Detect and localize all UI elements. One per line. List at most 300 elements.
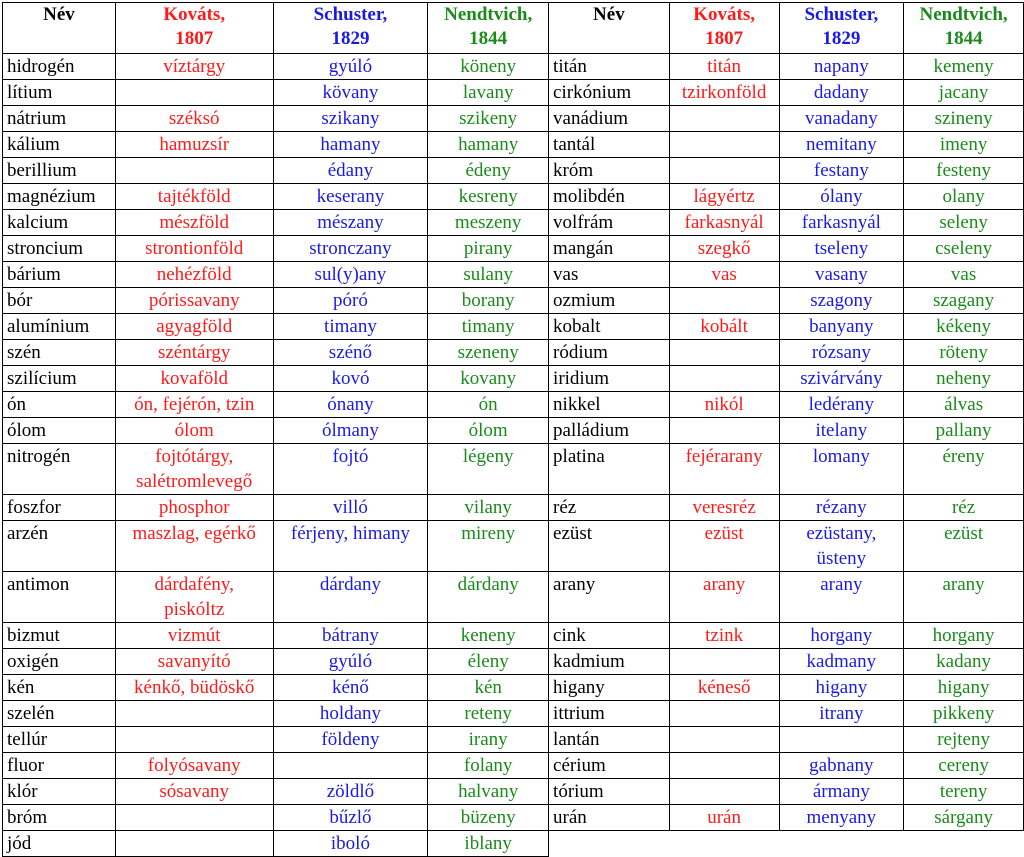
kovats-term-cell [669, 314, 779, 340]
schuster-term-cell [273, 366, 428, 392]
kovats-term-cell [669, 727, 779, 753]
element-name-cell: molibdén [549, 184, 670, 210]
element-name-cell: cérium [549, 753, 670, 779]
element-name-cell: ólom [3, 418, 116, 444]
term-text: piskóltz [164, 599, 225, 620]
kovats-term-cell [115, 727, 273, 753]
schuster-term-cell [273, 314, 428, 340]
element-name-cell: magnézium [3, 184, 116, 210]
table-row [3, 262, 1024, 288]
table-row [3, 727, 1024, 753]
nendtvich-term-cell [904, 779, 1024, 805]
element-name-cell: oxigén [3, 649, 116, 675]
term-text: iblany [464, 833, 512, 854]
element-name-cell: bizmut [3, 623, 116, 649]
schuster-term-cell [273, 132, 428, 158]
nendtvich-term-cell [904, 106, 1024, 132]
table-row [3, 623, 1024, 649]
nendtvich-term-cell [428, 314, 549, 340]
term-text: köneny [460, 56, 517, 77]
element-name-cell: berillium [3, 158, 116, 184]
term-text: tereny [939, 781, 988, 802]
nendtvich-term-cell [428, 418, 549, 444]
term-text: fojtó [332, 446, 369, 467]
schuster-term-cell [273, 236, 428, 262]
kovats-term-cell [669, 444, 779, 495]
schuster-term-cell [273, 184, 428, 210]
term-text: salétromlevegő [136, 471, 253, 492]
nendtvich-term-cell [428, 184, 549, 210]
term-text: maszlag, egérkő [132, 523, 256, 544]
nendtvich-term-cell [428, 495, 549, 521]
term-text: festany [813, 160, 869, 181]
kovats-term-cell [669, 132, 779, 158]
kovats-term-cell [115, 210, 273, 236]
kovats-term-cell [115, 80, 273, 106]
schuster-term-cell [779, 80, 904, 106]
term-text: pikkeny [932, 703, 995, 724]
kovats-term-cell [669, 392, 779, 418]
term-text: szénő [328, 342, 373, 363]
element-name-cell: cirkónium [549, 80, 670, 106]
element-name-cell: mangán [549, 236, 670, 262]
nendtvich-term-cell [428, 779, 549, 805]
kovats-term-cell [115, 649, 273, 675]
nendtvich-term-cell [904, 366, 1024, 392]
term-text: kovany [460, 368, 517, 389]
kovats-term-cell [669, 521, 779, 572]
term-text: lomany [812, 446, 870, 467]
term-text: édany [327, 160, 374, 181]
element-name-cell: ozmium [549, 288, 670, 314]
header-schuster-left: Schuster, 1829 [273, 3, 428, 54]
element-name-cell: kén [3, 675, 116, 701]
element-name-cell: hidrogén [3, 54, 116, 80]
nendtvich-term-cell [904, 495, 1024, 521]
term-text: arany [703, 574, 746, 595]
term-text: farkasnyál [801, 212, 881, 233]
term-text: szagony [810, 290, 873, 311]
kovats-term-cell [669, 80, 779, 106]
term-text: kén [474, 677, 502, 698]
nendtvich-term-cell [904, 262, 1024, 288]
element-name-cell: antimon [3, 572, 116, 623]
nendtvich-term-cell [904, 184, 1024, 210]
term-text: timany [324, 316, 377, 337]
term-text: cseleny [935, 238, 993, 259]
kovats-term-cell [115, 132, 273, 158]
term-text: vilany [464, 497, 512, 518]
term-text: szikany [321, 108, 380, 129]
nendtvich-term-cell [904, 418, 1024, 444]
schuster-term-cell [779, 649, 904, 675]
term-text: sul(y)any [314, 264, 387, 285]
table-row [3, 495, 1024, 521]
schuster-term-cell [779, 158, 904, 184]
table-row [3, 444, 1024, 495]
term-text: festeny [936, 160, 992, 181]
schuster-term-cell [273, 805, 428, 831]
term-text: kéneső [697, 677, 751, 698]
kovats-term-cell [115, 805, 273, 831]
nendtvich-term-cell [428, 80, 549, 106]
schuster-term-cell [273, 210, 428, 236]
kovats-term-cell [115, 366, 273, 392]
term-text: ólom [174, 420, 214, 441]
schuster-term-cell [273, 262, 428, 288]
term-text: szineny [934, 108, 993, 129]
element-name-cell: fluor [3, 753, 116, 779]
nendtvich-term-cell [428, 262, 549, 288]
term-text: kövany [322, 82, 379, 103]
schuster-term-cell [779, 805, 904, 831]
kovats-term-cell [669, 210, 779, 236]
element-name-cell: tantál [549, 132, 670, 158]
table-row [3, 340, 1024, 366]
element-name-cell: króm [549, 158, 670, 184]
nendtvich-term-cell [428, 521, 549, 572]
schuster-term-cell [779, 236, 904, 262]
schuster-term-cell [273, 831, 428, 857]
schuster-term-cell [273, 779, 428, 805]
term-text: keserany [316, 186, 385, 207]
kovats-term-cell [669, 54, 779, 80]
kovats-term-cell [115, 314, 273, 340]
table-row [3, 572, 1024, 623]
element-name-cell: nátrium [3, 106, 116, 132]
kovats-term-cell [669, 340, 779, 366]
element-name-cell: titán [549, 54, 670, 80]
term-text: horgany [932, 625, 995, 646]
element-name-cell: arzén [3, 521, 116, 572]
term-text: ezüstany, [806, 523, 877, 544]
nendtvich-term-cell [428, 54, 549, 80]
kovats-term-cell [115, 521, 273, 572]
kovats-term-cell [115, 444, 273, 495]
term-text: horgany [810, 625, 873, 646]
schuster-term-cell [779, 521, 904, 572]
term-text: ólmany [321, 420, 379, 441]
term-text: rejteny [937, 729, 990, 750]
nendtvich-term-cell [904, 54, 1024, 80]
nendtvich-term-cell [904, 675, 1024, 701]
kovats-term-cell [115, 184, 273, 210]
kovats-term-cell [669, 572, 779, 623]
term-text: hamany [458, 134, 519, 155]
term-text: vizmút [167, 625, 221, 646]
element-name-cell: alumínium [3, 314, 116, 340]
term-text: póró [333, 290, 368, 311]
kovats-term-cell [115, 779, 273, 805]
schuster-term-cell [779, 54, 904, 80]
schuster-term-cell [273, 727, 428, 753]
kovats-term-cell [115, 288, 273, 314]
term-text: víztárgy [163, 56, 226, 77]
nendtvich-term-cell [428, 106, 549, 132]
kovats-term-cell [115, 262, 273, 288]
kovats-term-cell [669, 262, 779, 288]
term-text: kadmany [806, 651, 877, 672]
kovats-term-cell [115, 753, 273, 779]
kovats-term-cell [669, 495, 779, 521]
nendtvich-term-cell [428, 727, 549, 753]
term-text: zöldlő [326, 781, 375, 802]
table-body [3, 54, 1024, 857]
term-text: bűzlő [329, 807, 372, 828]
header-name-left: Név [3, 3, 116, 54]
element-name-cell: vanádium [549, 106, 670, 132]
term-text: agyagföld [156, 316, 233, 337]
element-name-cell: ezüst [549, 521, 670, 572]
kovats-term-cell [669, 753, 779, 779]
schuster-term-cell [779, 184, 904, 210]
table-row [3, 649, 1024, 675]
term-text: dadany [813, 82, 869, 103]
term-text: vasany [814, 264, 868, 285]
kovats-term-cell [115, 236, 273, 262]
nendtvich-term-cell [904, 805, 1024, 831]
table-row [3, 314, 1024, 340]
header-row [3, 3, 1024, 54]
nendtvich-term-cell [428, 132, 549, 158]
nendtvich-term-cell [904, 210, 1024, 236]
term-text: rézany [816, 497, 867, 518]
schuster-term-cell [273, 80, 428, 106]
term-text: légeny [462, 446, 514, 467]
empty-cell [779, 831, 904, 857]
nendtvich-term-cell [904, 80, 1024, 106]
term-text: tzink [705, 625, 744, 646]
term-text: fejérarany [685, 446, 763, 467]
nendtvich-term-cell [428, 236, 549, 262]
element-name-cell: lantán [549, 727, 670, 753]
schuster-term-cell [779, 418, 904, 444]
table-row [3, 392, 1024, 418]
element-name-cell: foszfor [3, 495, 116, 521]
schuster-term-cell [779, 262, 904, 288]
nendtvich-term-cell [904, 236, 1024, 262]
term-text: üsteny [816, 548, 867, 569]
term-text: banyany [809, 316, 874, 337]
term-text: meszeny [454, 212, 522, 233]
nendtvich-term-cell [904, 444, 1024, 495]
term-text: nehézföld [156, 264, 232, 285]
kovats-term-cell [669, 288, 779, 314]
header-nendtvich-left: Nendtvich, 1844 [428, 3, 549, 54]
term-text: ólany [820, 186, 863, 207]
term-text: dárdany [319, 574, 382, 595]
term-text: sulany [463, 264, 513, 285]
nendtvich-term-cell [904, 392, 1024, 418]
kovats-term-cell [669, 184, 779, 210]
schuster-term-cell [273, 444, 428, 495]
term-text: ezüst [944, 523, 984, 544]
schuster-term-cell [273, 106, 428, 132]
term-text: kékeny [936, 316, 992, 337]
term-text: ón [478, 394, 498, 415]
term-text: hamuzsír [159, 134, 230, 155]
nendtvich-term-cell [428, 366, 549, 392]
nendtvich-term-cell [904, 572, 1024, 623]
term-text: neheny [936, 368, 992, 389]
term-text: ólom [468, 420, 508, 441]
table-row [3, 210, 1024, 236]
nendtvich-term-cell [428, 805, 549, 831]
schuster-term-cell [273, 675, 428, 701]
table-row [3, 521, 1024, 572]
schuster-term-cell [273, 623, 428, 649]
term-text: savanyító [157, 651, 231, 672]
term-text: higany [937, 677, 990, 698]
empty-cell [904, 831, 1024, 857]
term-text: ármany [812, 781, 870, 802]
term-text: dárdany [457, 574, 519, 595]
nendtvich-term-cell [428, 210, 549, 236]
kovats-term-cell [669, 418, 779, 444]
term-text: széntárgy [157, 342, 231, 363]
term-text: gyúló [328, 651, 373, 672]
kovats-term-cell [669, 106, 779, 132]
term-text: kesreny [458, 186, 518, 207]
term-text: gabnany [809, 755, 874, 776]
kovats-term-cell [115, 675, 273, 701]
element-name-cell: nikkel [549, 392, 670, 418]
table-row [3, 184, 1024, 210]
element-name-cell: szilícium [3, 366, 116, 392]
term-text: dárdafény, [154, 574, 234, 595]
element-name-cell: klór [3, 779, 116, 805]
term-text: irany [468, 729, 508, 750]
term-text: álvas [944, 394, 984, 415]
term-text: ón, fejérón, tzin [134, 394, 255, 415]
table-row [3, 236, 1024, 262]
table-row [3, 831, 1024, 857]
table-row [3, 805, 1024, 831]
element-name-cell: platina [549, 444, 670, 495]
nendtvich-term-cell [904, 727, 1024, 753]
table-row [3, 132, 1024, 158]
term-text: tzirkonföld [681, 82, 767, 103]
term-text: éreny [942, 446, 985, 467]
table-row [3, 80, 1024, 106]
term-text: holdany [319, 703, 382, 724]
empty-cell [669, 831, 779, 857]
term-text: cereny [938, 755, 989, 776]
term-text: kemeny [933, 56, 994, 77]
schuster-term-cell [779, 779, 904, 805]
table-row [3, 288, 1024, 314]
header-kovats-left: Kováts, 1807 [115, 3, 273, 54]
element-name-cell: urán [549, 805, 670, 831]
term-text: kénkő, büdöskő [134, 677, 255, 698]
schuster-term-cell [273, 753, 428, 779]
table-row [3, 753, 1024, 779]
schuster-term-cell [779, 444, 904, 495]
term-text: stronczany [309, 238, 392, 259]
nendtvich-term-cell [428, 831, 549, 857]
schuster-term-cell [779, 623, 904, 649]
schuster-term-cell [273, 495, 428, 521]
term-text: sárgany [934, 807, 993, 828]
term-text: vas [950, 264, 977, 285]
schuster-term-cell [779, 753, 904, 779]
element-name-cell: volfrám [549, 210, 670, 236]
term-text: mészföld [159, 212, 230, 233]
element-name-cell: nitrogén [3, 444, 116, 495]
schuster-term-cell [779, 314, 904, 340]
kovats-term-cell [669, 236, 779, 262]
term-text: strontionföld [145, 238, 244, 259]
nendtvich-term-cell [904, 340, 1024, 366]
schuster-term-cell [273, 701, 428, 727]
table-row [3, 418, 1024, 444]
nendtvich-term-cell [428, 444, 549, 495]
header-nendtvich-right: Nendtvich, 1844 [904, 3, 1024, 54]
term-text: kadany [936, 651, 992, 672]
term-text: mészany [317, 212, 384, 233]
term-text: halvany [458, 781, 519, 802]
term-text: lavany [462, 82, 514, 103]
element-name-cell: cink [549, 623, 670, 649]
kovats-term-cell [669, 649, 779, 675]
term-text: reteny [464, 703, 512, 724]
term-text: földeny [321, 729, 380, 750]
kovats-term-cell [115, 701, 273, 727]
term-text: borany [461, 290, 515, 311]
schuster-term-cell [273, 392, 428, 418]
kovats-term-cell [115, 392, 273, 418]
element-name-cell: bróm [3, 805, 116, 831]
element-name-cell: tellúr [3, 727, 116, 753]
header-name-right: Név [549, 3, 670, 54]
schuster-term-cell [273, 649, 428, 675]
term-text: kobált [700, 316, 748, 337]
nendtvich-term-cell [904, 623, 1024, 649]
element-name-cell: palládium [549, 418, 670, 444]
nendtvich-term-cell [904, 701, 1024, 727]
nendtvich-term-cell [904, 649, 1024, 675]
schuster-term-cell [779, 392, 904, 418]
nendtvich-term-cell [904, 753, 1024, 779]
term-text: nikól [704, 394, 744, 415]
term-text: folyósavany [147, 755, 241, 776]
term-text: gyúló [328, 56, 373, 77]
schuster-term-cell [779, 340, 904, 366]
kovats-term-cell [115, 572, 273, 623]
term-text: seleny [939, 212, 988, 233]
term-text: lágyértz [693, 186, 755, 207]
term-text: réz [951, 497, 976, 518]
table-row [3, 366, 1024, 392]
kovats-term-cell [669, 701, 779, 727]
term-text: szegkő [697, 238, 751, 259]
kovats-term-cell [669, 366, 779, 392]
schuster-term-cell [273, 418, 428, 444]
schuster-term-cell [779, 106, 904, 132]
term-text: jacany [938, 82, 989, 103]
schuster-term-cell [779, 366, 904, 392]
header-kovats-right: Kováts, 1807 [669, 3, 779, 54]
schuster-term-cell [779, 701, 904, 727]
nendtvich-term-cell [904, 314, 1024, 340]
term-text: arany [820, 574, 863, 595]
term-text: keneny [460, 625, 516, 646]
schuster-term-cell [273, 340, 428, 366]
kovats-term-cell [115, 623, 273, 649]
element-name-cell: lítium [3, 80, 116, 106]
term-text: vanadany [804, 108, 878, 129]
element-name-cell: tórium [549, 779, 670, 805]
